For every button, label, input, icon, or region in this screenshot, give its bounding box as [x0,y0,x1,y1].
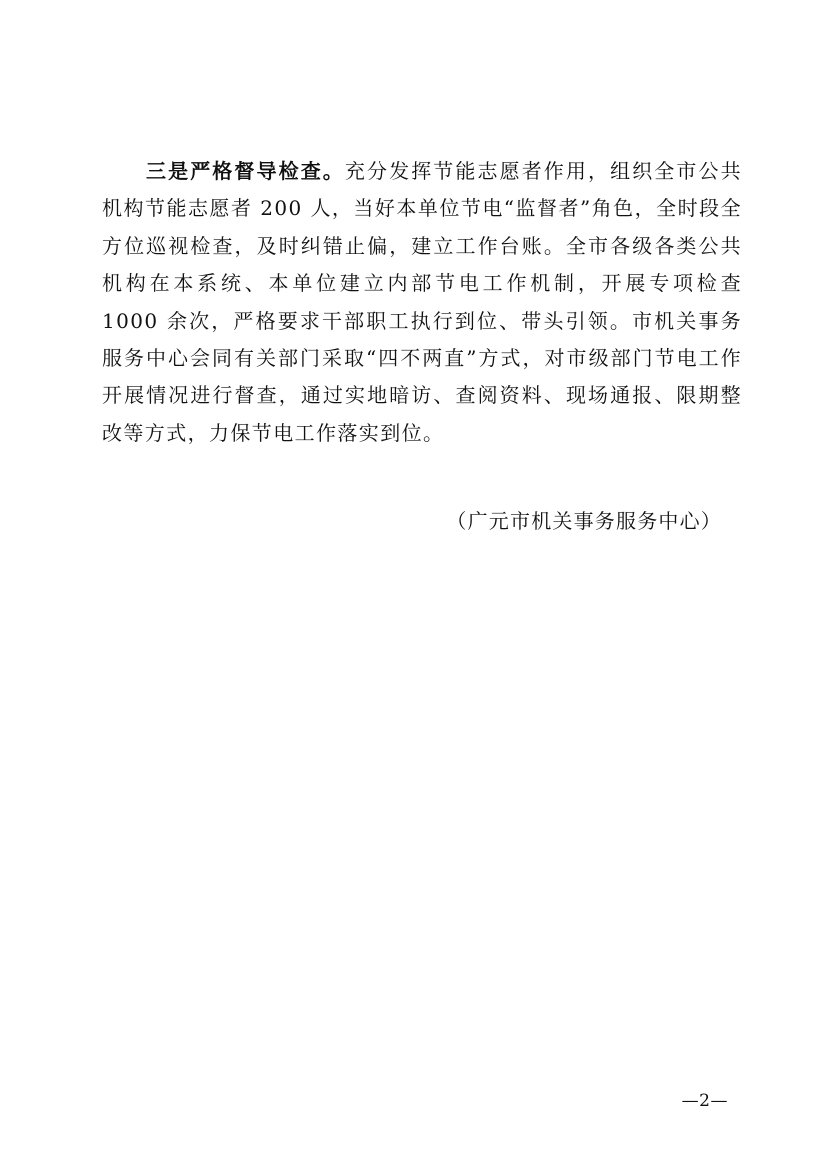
source-attribution: （广元市机关事务服务中心） [446,509,722,533]
paragraph-text: 充分发挥节能志愿者作用，组织全市公共机构节能志愿者 200 人，当好本单位节电“监督者”角色，全时段全方位巡视检查，及时纠错止偏，建立工作台账。全市各级各类公共机构在本系统、本单位建立内部节电工作机制，开展专项检查 1000 余次，严格要求干部职工执行到位、带头引领。市机关事务服务中心会同有关部门采取“四不两直”方式，对市级部门节电工作开展情况进行督查，通过实地暗访、查阅资料、现场通报、限期整改等方式，力保节电工作落实到位。 [102,159,742,445]
document-body [102,153,742,452]
paragraph-lead-heading: 三是严格督导检查。 [146,159,345,183]
page-number: —2— [681,1091,728,1111]
body-paragraph [102,153,742,452]
